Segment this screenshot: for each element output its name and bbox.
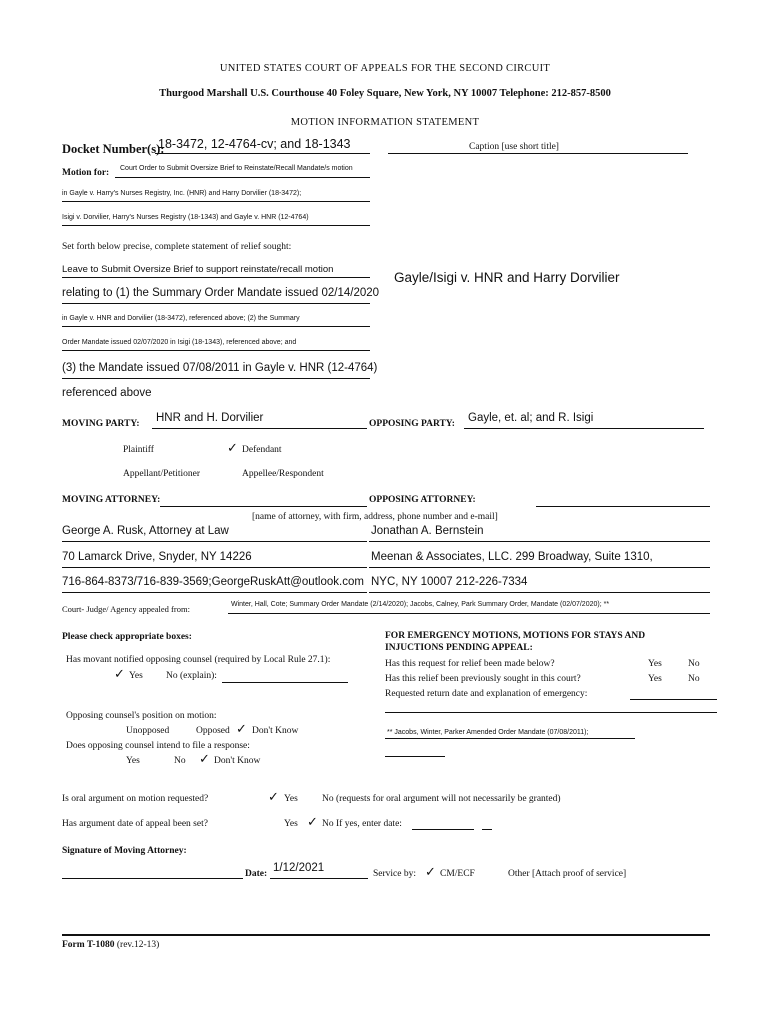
- court-judge-value[interactable]: Winter, Hall, Cote; Summary Order Mandate (2/14/2020); Jacobs, Calney, Park Summary Order, Mandate (02/07/2020); **: [231, 601, 610, 608]
- emergency-q2: Has this relief been previously sought in this court?: [385, 674, 581, 684]
- opposing-attorney-line-3-underline: [369, 592, 710, 593]
- notified-question: Has movant notified opposing counsel (required by Local Rule 27.1):: [66, 655, 331, 665]
- moving-attorney-line-3-underline: [62, 592, 367, 593]
- emergency-q3-underline: [630, 699, 717, 700]
- docket-underline: [155, 153, 370, 154]
- relief-underline-1: [62, 277, 370, 278]
- signature-date-label: Date:: [245, 869, 268, 879]
- moving-attorney-line-2[interactable]: 70 Lamarck Drive, Snyder, NY 14226: [62, 551, 252, 563]
- relief-underline-3: [62, 326, 370, 327]
- check-boxes-heading: Please check appropriate boxes:: [62, 632, 192, 642]
- motion-for-underline-3: [62, 225, 370, 226]
- relief-underline-2: [62, 303, 370, 304]
- relief-underline-5: [62, 378, 370, 379]
- appellee-option[interactable]: Appellee/Respondent: [242, 469, 324, 479]
- oral-yes-check-icon[interactable]: ✓: [268, 790, 279, 805]
- unopposed-option[interactable]: Unopposed: [126, 726, 170, 736]
- oral-yes-option[interactable]: Yes: [284, 794, 298, 804]
- signature-label: Signature of Moving Attorney:: [62, 846, 187, 856]
- opposing-position-label: Opposing counsel's position on motion:: [66, 711, 217, 721]
- response-yes-option[interactable]: Yes: [126, 756, 140, 766]
- emergency-q1: Has this request for relief been made below?: [385, 659, 555, 669]
- response-dont-know-option[interactable]: Don't Know: [214, 756, 261, 766]
- moving-attorney-line-3[interactable]: 716-864-8373/716-839-3569;GeorgeRuskAtt@outlook.com: [62, 576, 364, 588]
- relief-line-2[interactable]: relating to (1) the Summary Order Mandate issued 02/14/2020: [62, 287, 380, 299]
- oral-argument-question: Is oral argument on motion requested?: [62, 794, 209, 804]
- motion-for-line-3[interactable]: Isigi v. Dorvilier, Harry's Nurses Registry (18-1343) and Gayle v. HNR (12-4764): [62, 214, 309, 221]
- signature-line[interactable]: [62, 878, 243, 879]
- court-name: UNITED STATES COURT OF APPEALS FOR THE SECOND CIRCUIT: [219, 63, 551, 74]
- motion-for-label: Motion for:: [62, 168, 110, 178]
- caption-value[interactable]: Gayle/Isigi v. HNR and Harry Dorvilier: [394, 270, 620, 285]
- argument-date-yes-option[interactable]: Yes: [284, 819, 298, 829]
- opposing-party-label: OPPOSING PARTY:: [369, 419, 455, 429]
- emergency-q1-no[interactable]: No: [688, 659, 700, 669]
- opposing-attorney-underline: [536, 506, 710, 507]
- emergency-note[interactable]: ** Jacobs, Winter, Parker Amended Order Mandate (07/08/2011);: [387, 729, 589, 736]
- form-title: MOTION INFORMATION STATEMENT: [290, 117, 480, 128]
- moving-party-label: MOVING PARTY:: [62, 419, 140, 429]
- form-id: [62, 940, 159, 950]
- signature-date-value[interactable]: 1/12/2021: [273, 862, 325, 874]
- emergency-q3: Requested return date and explanation of emergency:: [385, 689, 588, 699]
- moving-attorney-line-1-underline: [62, 541, 367, 542]
- motion-for-line-1[interactable]: Court Order to Submit Oversize Brief to Reinstate/Recall Mandate/s motion: [120, 165, 353, 172]
- form-id-number: Form T-1080: [62, 940, 115, 950]
- defendant-check-icon[interactable]: ✓: [227, 441, 238, 456]
- moving-attorney-line-1[interactable]: George A. Rusk, Attorney at Law: [62, 525, 229, 537]
- relief-line-6[interactable]: referenced above: [62, 387, 152, 399]
- oral-no-option[interactable]: No (requests for oral argument will not necessarily be granted): [322, 794, 561, 804]
- argument-date-no-check-icon[interactable]: ✓: [307, 815, 318, 830]
- relief-line-3[interactable]: in Gayle v. HNR and Dorvilier (18-3472), referenced above; (2) the Summary: [62, 315, 300, 322]
- court-judge-underline: [228, 613, 710, 614]
- caption-label-underline: [388, 153, 688, 154]
- moving-attorney-line-2-underline: [62, 567, 367, 568]
- moving-attorney-underline: [160, 506, 367, 507]
- opposing-attorney-label: OPPOSING ATTORNEY:: [369, 495, 476, 505]
- emergency-note-underline: [385, 738, 635, 739]
- notified-yes-option[interactable]: Yes: [129, 671, 143, 681]
- appellant-option[interactable]: Appellant/Petitioner: [123, 469, 201, 479]
- relief-underline-4: [62, 350, 370, 351]
- caption-label: Caption [use short title]: [469, 142, 559, 152]
- docket-value[interactable]: 18-3472, 12-4764-cv; and 18-1343: [158, 137, 351, 151]
- plaintiff-option[interactable]: Plaintiff: [123, 445, 154, 455]
- emergency-note-underline-2: [385, 756, 445, 757]
- relief-line-1[interactable]: Leave to Submit Oversize Brief to support reinstate/recall motion: [62, 264, 334, 275]
- notified-no-option[interactable]: No (explain):: [166, 671, 217, 681]
- other-service-option[interactable]: Other [Attach proof of service]: [508, 869, 627, 879]
- emergency-q1-yes[interactable]: Yes: [648, 659, 662, 669]
- motion-for-underline-2: [62, 201, 370, 202]
- form-revision: (rev.12-13): [116, 940, 160, 950]
- response-question: Does opposing counsel intend to file a response:: [66, 741, 250, 751]
- opposing-attorney-line-3[interactable]: NYC, NY 10007 212-226-7334: [371, 576, 528, 588]
- cmecf-option[interactable]: CM/ECF: [440, 869, 475, 879]
- court-address: Thurgood Marshall U.S. Courthouse 40 Foley Square, New York, NY 10007 Telephone: 212-857-8500: [159, 88, 611, 99]
- emergency-q2-no[interactable]: No: [688, 674, 700, 684]
- cmecf-check-icon[interactable]: ✓: [425, 865, 436, 880]
- opposing-attorney-line-1[interactable]: Jonathan A. Bernstein: [371, 525, 484, 537]
- motion-for-line-2[interactable]: in Gayle v. Harry's Nurses Registry, Inc. (HNR) and Harry Dorvilier (18-3472);: [62, 190, 302, 197]
- position-dont-know-option[interactable]: Don't Know: [252, 726, 299, 736]
- emergency-q3-underline-2: [385, 712, 717, 713]
- moving-party-underline: [152, 428, 367, 429]
- docket-label: Docket Number(s):: [62, 142, 165, 156]
- notified-explain-underline: [222, 682, 348, 683]
- opposing-attorney-line-1-underline: [369, 541, 710, 542]
- relief-label: Set forth below precise, complete statement of relief sought:: [62, 242, 292, 252]
- emergency-heading-2: INJUCTIONS PENDING APPEAL:: [385, 643, 533, 653]
- notified-yes-check-icon[interactable]: ✓: [114, 667, 125, 682]
- emergency-heading-1: FOR EMERGENCY MOTIONS, MOTIONS FOR STAYS AND: [385, 631, 646, 641]
- opposed-option[interactable]: Opposed: [196, 726, 230, 736]
- opposing-party-underline: [464, 428, 704, 429]
- motion-for-underline-1: [115, 177, 370, 178]
- emergency-q2-yes[interactable]: Yes: [648, 674, 662, 684]
- argument-date-underline-2: [482, 829, 492, 830]
- relief-line-4[interactable]: Order Mandate issued 02/07/2020 in Isigi (18-1343), referenced above; and: [62, 339, 297, 346]
- response-dont-know-check-icon[interactable]: ✓: [199, 752, 210, 767]
- service-by-label: Service by:: [373, 869, 417, 879]
- opposing-attorney-line-2-underline: [369, 567, 710, 568]
- signature-date-underline: [270, 878, 368, 879]
- opposing-attorney-line-2[interactable]: Meenan & Associates, LLC. 299 Broadway, Suite 1310,: [371, 551, 653, 563]
- response-no-option[interactable]: No: [174, 756, 186, 766]
- relief-line-5[interactable]: (3) the Mandate issued 07/08/2011 in Gayle v. HNR (12-4764): [62, 362, 378, 374]
- moving-attorney-label: MOVING ATTORNEY:: [62, 495, 161, 505]
- opposing-party-value[interactable]: Gayle, et. al; and R. Isigi: [468, 412, 594, 424]
- court-judge-label: Court- Judge/ Agency appealed from:: [62, 604, 190, 614]
- defendant-option[interactable]: Defendant: [242, 445, 282, 455]
- argument-date-no-option[interactable]: No If yes, enter date:: [322, 819, 402, 829]
- attorney-instruction: [name of attorney, with firm, address, phone number and e-mail]: [252, 512, 498, 522]
- moving-party-value[interactable]: HNR and H. Dorvilier: [156, 412, 264, 424]
- dont-know-check-icon[interactable]: ✓: [236, 722, 247, 737]
- argument-date-question: Has argument date of appeal been set?: [62, 819, 208, 829]
- argument-date-underline: [412, 829, 474, 830]
- footer-rule: [62, 934, 710, 936]
